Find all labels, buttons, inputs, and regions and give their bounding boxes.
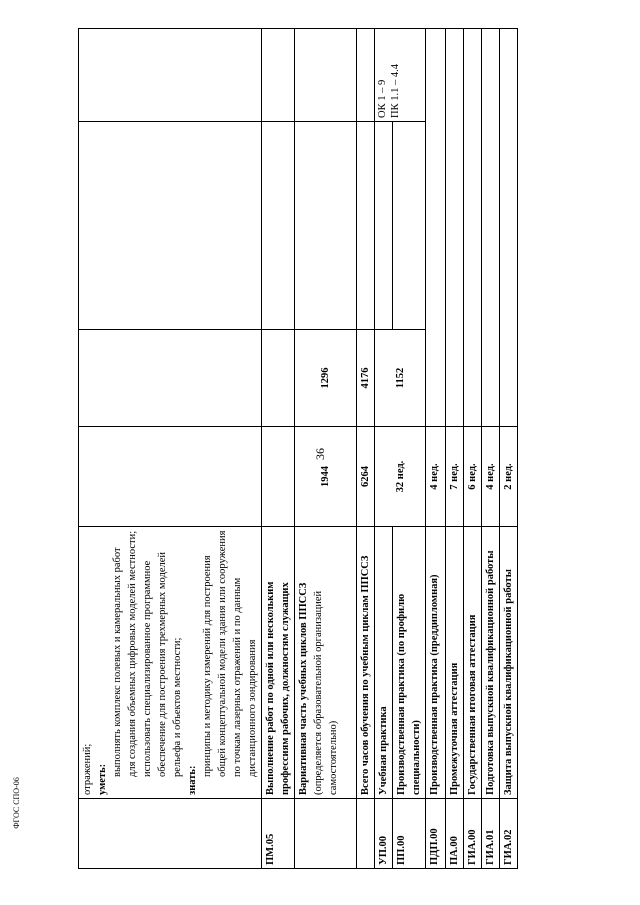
hours-cell: [79, 330, 262, 427]
curriculum-table: [78, 29, 514, 869]
row-hours: 4176: [357, 330, 375, 427]
row-total: 7 нед.: [446, 427, 464, 527]
table-row: [375, 29, 393, 869]
row-discipline: [393, 122, 426, 330]
table-row: [482, 29, 500, 869]
row-code: ПМ.05: [262, 799, 295, 869]
table-row: [500, 29, 518, 869]
row-name: Промежуточная аттестация: [446, 527, 464, 799]
row-rest: [446, 29, 464, 427]
row-discipline: [375, 122, 393, 330]
total-cell: [79, 427, 262, 527]
row-discipline: [295, 122, 357, 330]
row-rest: [464, 29, 482, 427]
table-row: [464, 29, 482, 869]
znat-label: знать:: [187, 765, 198, 795]
row-code: ГИА.00: [464, 799, 482, 869]
first-line: отражений;: [82, 743, 93, 795]
row-total: [262, 427, 295, 527]
row-hours: 1152: [375, 330, 426, 427]
row-competency: [262, 29, 295, 122]
row-discipline: [262, 122, 295, 330]
umet-item: выполнять комплекс полевых и камеральных работ для создания объемных цифровых моделей местности;: [112, 530, 138, 777]
row-competency: [295, 29, 357, 122]
row-code: ГИА.02: [500, 799, 518, 869]
discipline-cell: [79, 122, 262, 330]
table-row: [446, 29, 464, 869]
row-total: 32 нед.: [375, 427, 426, 527]
footer-code: ФГОС СПО-06: [12, 777, 21, 829]
row-hours: 1296: [295, 330, 357, 427]
row-name: Всего часов обучения по учебным циклам ППССЗ: [357, 527, 375, 799]
table-row: [295, 29, 357, 869]
row-name: Производственная практика (преддипломная): [426, 527, 446, 799]
row-code: ПП.00: [393, 799, 426, 869]
znat-item: принципы и методику измерений для построения общей концептуальной модели здания или сооружения по точкам лазерных отражений и по данным дистанционного зондирования: [202, 530, 258, 777]
row-name: Государственная итоговая аттестация: [464, 527, 482, 799]
row-name-note: (определяется образовательной организацией самостоятельно): [313, 590, 339, 795]
requirements-cell: [79, 527, 262, 799]
row-code: ПДП.00: [426, 799, 446, 869]
row-hours: [262, 330, 295, 427]
row-competency: ОК 1 – 9 ПК 1.1 – 4.4: [375, 29, 426, 122]
competency-cell: [79, 29, 262, 122]
row-code: ПА.00: [446, 799, 464, 869]
row-total: 2 нед.: [500, 427, 518, 527]
row-code: УП.00: [375, 799, 393, 869]
row-name: Подготовка выпускной квалификационной работы: [482, 527, 500, 799]
row-name: Защита выпускной квалификационной работы: [500, 527, 518, 799]
row-discipline: [357, 122, 375, 330]
row-total: 1944: [295, 427, 357, 527]
row-rest: [482, 29, 500, 427]
row-code: ГИА.01: [482, 799, 500, 869]
row-name: Учебная практика: [375, 527, 393, 799]
umet-item: использовать специализированное программное обеспечение для построения трехмерных моделей рельефа и объектов местности;: [142, 551, 183, 777]
row-total: 6 нед.: [464, 427, 482, 527]
row-code: [357, 799, 375, 869]
continuation-row: [79, 29, 262, 869]
row-name: Выполнение работ по одной или нескольким профессиям рабочих, должностям служащих: [262, 527, 295, 799]
row-competency: [357, 29, 375, 122]
row-total: 4 нед.: [482, 427, 500, 527]
row-total: 4 нед.: [426, 427, 446, 527]
row-name: Производственная практика (по профилю специальности): [393, 527, 426, 799]
umet-label: уметь:: [97, 763, 108, 795]
code-cell: [79, 799, 262, 869]
row-rest: [426, 29, 446, 427]
row-name: [295, 527, 357, 799]
page-number: 36: [313, 448, 327, 460]
table-row: [357, 29, 375, 869]
table-row: [262, 29, 295, 869]
table-row: [426, 29, 446, 869]
row-total: 6264: [357, 427, 375, 527]
row-rest: [500, 29, 518, 427]
row-name-main: Вариативная часть учебных циклов ППССЗ: [298, 582, 309, 795]
row-code: [295, 799, 357, 869]
